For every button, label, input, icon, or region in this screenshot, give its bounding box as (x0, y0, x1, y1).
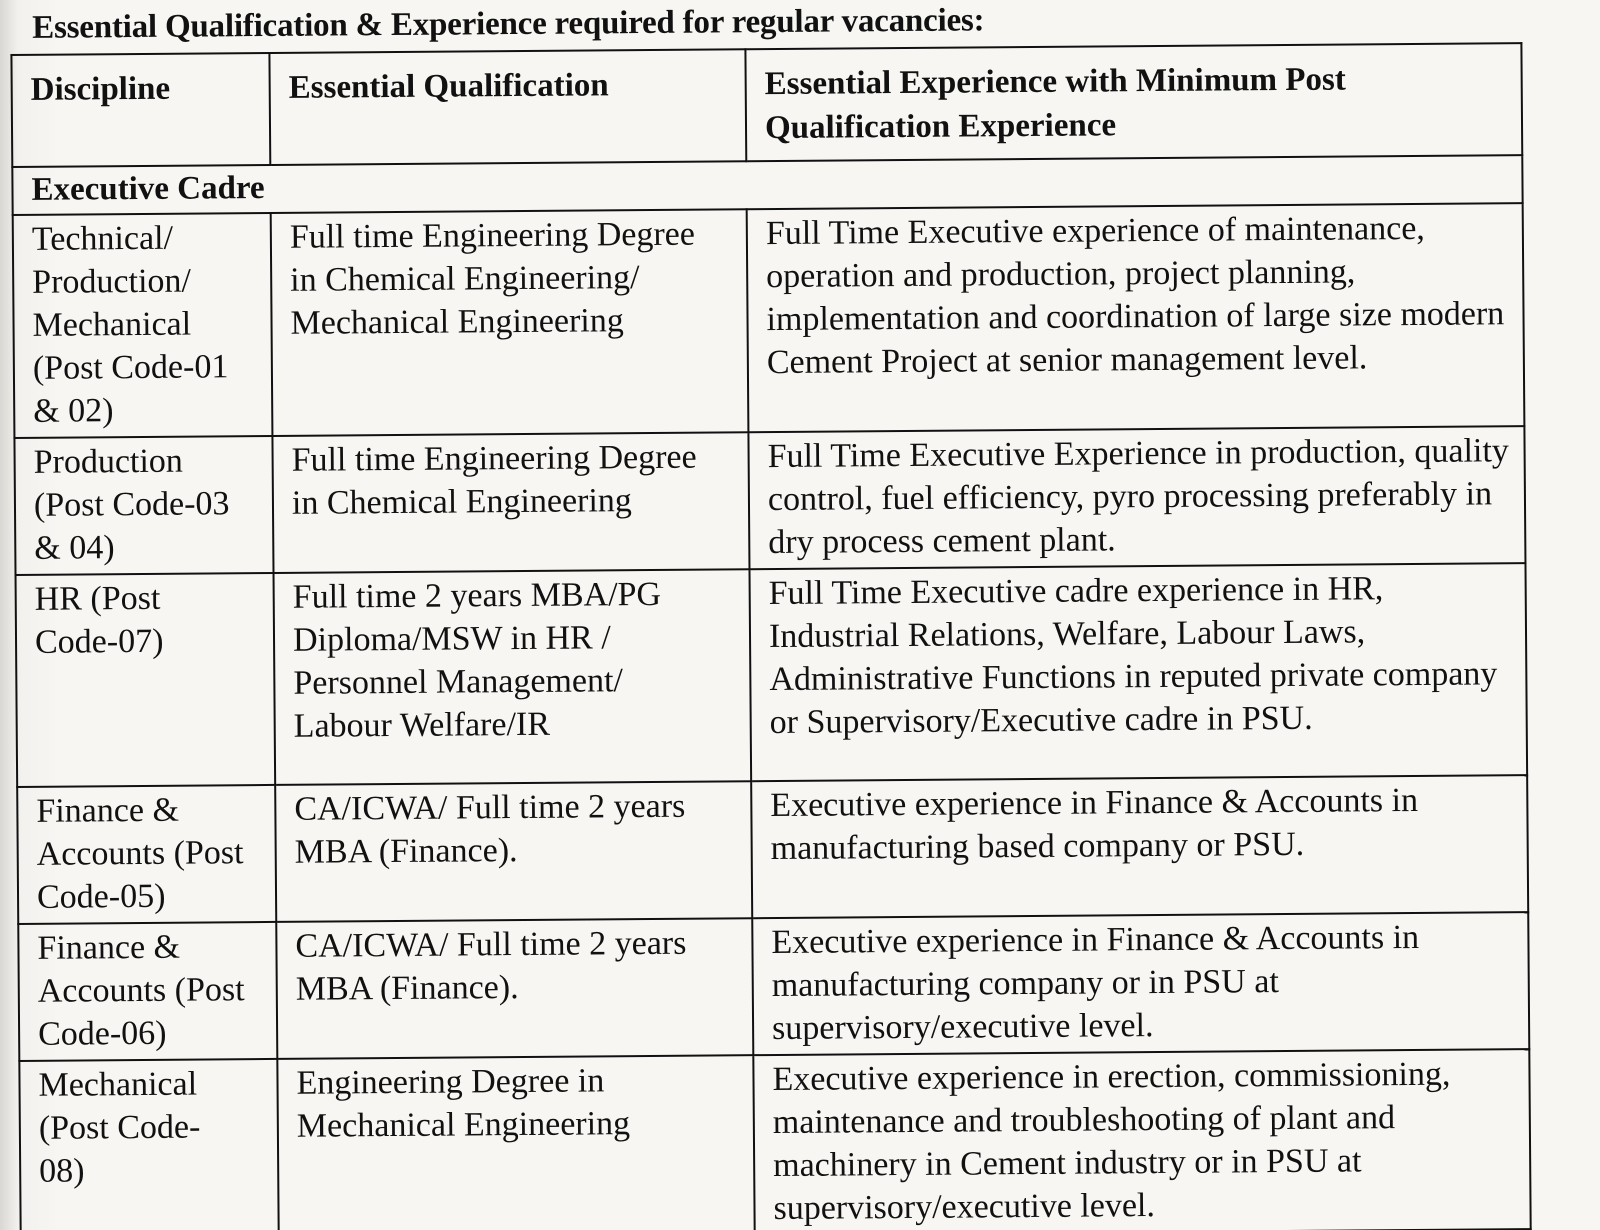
table-row (17, 775, 1528, 924)
table-header-row (11, 43, 1522, 167)
page-title: Essential Qualification & Experience required for regular vacancies: (32, 2, 985, 46)
cell-discipline: HR (Post Code-07) (16, 573, 276, 787)
cell-experience: Full Time Executive cadre experience in HR, Industrial Relations, Welfare, Labour Laws, Administrative Functions in reputed private company or Supervisory/Executive cadre in PSU. (749, 563, 1527, 781)
table-row (14, 426, 1525, 575)
column-header-discipline: Discipline (11, 53, 270, 167)
column-header-experience: Essential Experience with Minimum Post Qualification Experience (745, 43, 1522, 161)
cell-qualification: CA/ICWA/ Full time 2 years MBA (Finance). (276, 918, 753, 1059)
cell-discipline: Finance & Accounts (Post Code-06) (18, 922, 277, 1061)
document-content (10, 0, 1565, 1230)
cell-qualification: Engineering Degree in Mechanical Engineering (277, 1055, 754, 1230)
cell-experience: Executive experience in Finance & Accounts in manufacturing based company or PSU. (751, 775, 1528, 918)
table-row (18, 912, 1529, 1061)
cell-experience: Executive experience in Finance & Accounts in manufacturing company or in PSU at supervisory/executive level. (752, 912, 1529, 1055)
cell-experience: Full Time Executive experience of maintenance, operation and production, project planning, implementation and coordination of large size modern Cement Project at senior management level. (747, 203, 1525, 432)
cell-qualification: Full time 2 years MBA/PG Diploma/MSW in HR / Personnel Management/ Labour Welfare/IR (274, 569, 752, 785)
qualification-table (10, 42, 1531, 1230)
cell-discipline: Mechanical (Post Code- 08) (19, 1059, 278, 1230)
cell-discipline: Finance & Accounts (Post Code-05) (17, 785, 276, 924)
cell-qualification: Full time Engineering Degree in Chemical Engineering/ Mechanical Engineering (271, 209, 749, 436)
column-header-qualification: Essential Qualification (269, 49, 746, 165)
section-label-executive-cadre: Executive Cadre (12, 155, 1522, 215)
cell-experience: Executive experience in erection, commissioning, maintenance and troubleshooting of plant and machinery in Cement industry or in PSU at supervisory/executive level. (753, 1049, 1530, 1230)
cell-discipline: Production (Post Code-03 & 04) (14, 436, 273, 575)
cell-experience: Full Time Executive Experience in production, quality control, fuel efficiency, pyro processing preferably in dry process cement plant. (748, 426, 1525, 569)
table-row (13, 203, 1525, 438)
table-row (16, 563, 1528, 787)
table-row (19, 1049, 1530, 1230)
cell-qualification: CA/ICWA/ Full time 2 years MBA (Finance). (275, 781, 752, 922)
cell-qualification: Full time Engineering Degree in Chemical Engineering (272, 432, 749, 573)
cell-discipline: Technical/ Production/ Mechanical (Post Code-01 & 02) (13, 213, 273, 438)
